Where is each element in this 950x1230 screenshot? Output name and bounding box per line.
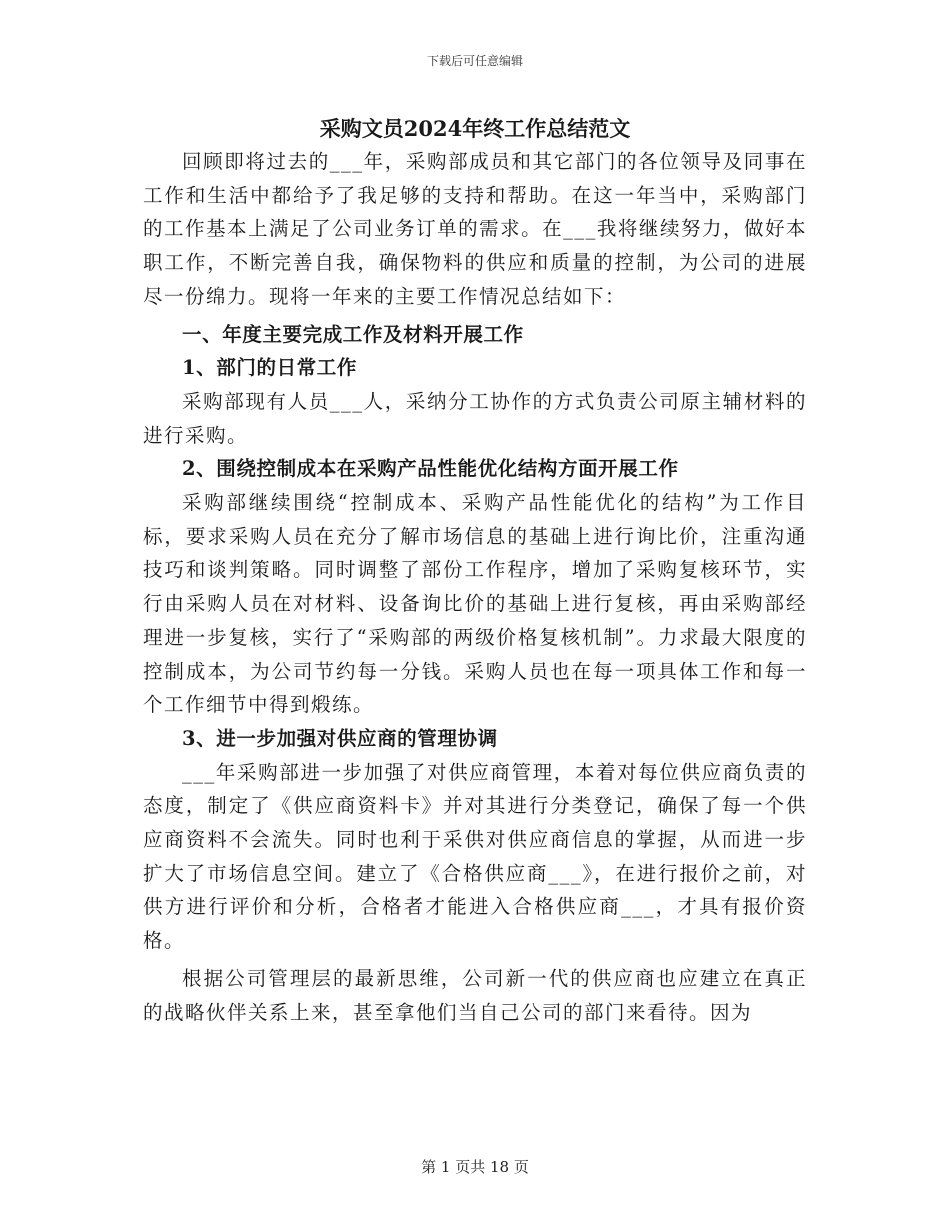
paragraph-strategic-partners: 根据公司管理层的最新思维，公司新一代的供应商也应建立在真正的战略伙伴关系上来，甚至拿他们当自己公司的部门来看待。因为 — [143, 966, 807, 1024]
page-footer: 第 1 页共 18 页 — [421, 1158, 529, 1176]
subsection-heading-1: 1、部门的日常工作 — [182, 356, 357, 380]
paragraph-daily-work: 采购部现有人员___人，采纳分工协作的方式负责公司原主辅材料的进行采购。 — [143, 389, 807, 447]
document-body — [143, 113, 807, 1029]
subsection-heading-2: 2、围绕控制成本在采购产品性能优化结构方面开展工作 — [182, 457, 679, 481]
paragraph-cost-control: 采购部继续围绕“控制成本、采购产品性能优化的结构”为工作目标，要求采购人员在充分了解市场信息的基础上进行询比价，注重沟通技巧和谈判策略。同时调整了部份工作程序，增加了采购复核环节，实行由采购人员在对材料、设备询比价的基础上进行复核，再由采购部经理进一步复核，实行了“采购部的两级价格复核机制”。力求最大限度的控制成本，为公司节约每一分钱。采购人员也在每一项具体工作和每一个工作细节中得到煅练。 — [143, 491, 807, 717]
subsection-heading-3: 3、进一步加强对供应商的管理协调 — [182, 726, 498, 750]
intro-paragraph: 回顾即将过去的___年，采购部成员和其它部门的各位领导及同事在工作和生活中都给予了我足够的支持和帮助。在这一年当中，采购部门的工作基本上满足了公司业务订单的需求。在___我将继续努力，做好本职工作，不断完善自我，确保物料的供应和质量的控制，为公司的进展尽一份绵力。现将一年来的主要工作情况总结如下： — [143, 150, 807, 308]
paragraph-supplier-management: ___年采购部进一步加强了对供应商管理，本着对每位供应商负责的态度，制定了《供应商资料卡》并对其进行分类登记，确保了每一个供应商资料不会流失。同时也利于采供对供应商信息的掌握，从而进一步扩大了市场信息空间。建立了《合格供应商___》，在进行报价之前，对供方进行评价和分析，合格者才能进入合格供应商___，才具有报价资格。 — [143, 760, 807, 953]
page-header: 下载后可任意编辑 — [426, 54, 523, 68]
document-title: 采购文员2024年终工作总结范文 — [319, 116, 631, 141]
section-heading-1: 一、年度主要完成工作及材料开展工作 — [182, 322, 524, 346]
